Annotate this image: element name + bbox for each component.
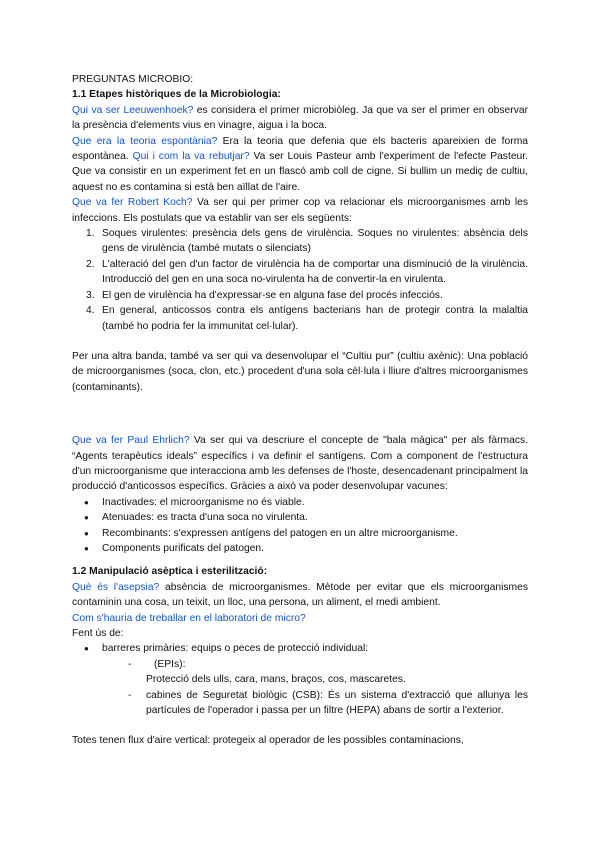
answer-who-refuted: Va ser Louis Pasteur amb l'experiment de l'efecte Pasteur. Que va consistir en un experiment fet en un flascó amb coll de cigne. Si bullim un mediç de cultiu, aquest no es contamina si està ben aïllat de l'aire.	[72, 151, 528, 193]
dash-marker: -	[128, 689, 132, 701]
document-body	[72, 72, 528, 749]
protection-equipment-list	[72, 657, 528, 719]
section-heading-1-1: 1.1 Etapes històriques de la Microbiologia:	[72, 89, 281, 101]
paragraph-pure-culture: Per una altra banda, també va ser qui va desenvolupar el “Cultiu pur” (cultiu axènic): Una població de microorganismes (soca, clon, etc.) procedent d'una sola cèl·lula i lliure d'altres microorganismes (contaminants).	[72, 350, 528, 393]
epi-title: (EPIs):	[154, 658, 186, 670]
list-item: ● Components purificats del patogen.	[102, 541, 528, 556]
question-ehrlich: Que va fer Paul Ehrlich?	[72, 435, 190, 447]
paragraph-airflow: Totes tenen flux d'aire vertical: protegeix al operador de les possibles contaminacions,	[72, 735, 464, 747]
bullet-icon: ●	[84, 528, 89, 538]
bullet-icon: ●	[84, 543, 89, 553]
section-heading-1-2: 1.2 Manipulació asèptica i esterilització:	[72, 566, 268, 578]
csb-text: cabines de Seguretat biològic (CSB): És un sistema d'extracció que allunya les partícules de l'operador i passa per un filtre (HEPA) abans de sortir a l'exterior.	[146, 689, 528, 717]
bullet-icon: ●	[84, 644, 89, 654]
question-lab-work: Com s'hauria de treballar en el laboratori de micro?	[72, 612, 306, 624]
list-item	[128, 657, 528, 688]
answer-koch: Va ser qui per primer cop va relacionar els microorganismes amb les infeccions. Els postulats que va establir van ser els següents:	[72, 197, 528, 224]
document-title: PREGUNTAS MICROBIO:	[72, 74, 194, 85]
answer-asepsia: absència de microorganismes. Mètode per evitar que els microorganismes contaminin una cosa, un teixit, un lloc, una persona, un aliment, el medi ambient.	[72, 581, 528, 609]
paragraph-koch	[72, 195, 528, 226]
paragraph-spontaneous-generation	[72, 134, 528, 196]
paragraph-using: Fent ús de:	[72, 628, 124, 639]
list-item	[84, 641, 528, 656]
koch-postulates-list	[72, 226, 528, 334]
question-spontaneous-theory: Que era la teoria espontània?	[72, 135, 218, 147]
bullet-icon: ●	[84, 513, 89, 523]
barrier-primary: barreres primàries: equips o peces de protecció individual:	[102, 643, 369, 655]
list-item	[128, 688, 528, 719]
list-item: 1. Soques virulentes: presència dels gens de virulència. Soques no virulentes: absència dels gens de virulència (també mutats o silenciats)	[86, 228, 528, 255]
epi-text: Protecció dels ulls, cara, mans, braços, cos, mascaretes.	[146, 674, 406, 686]
question-asepsia: Què és l'asepsia?	[72, 581, 160, 593]
paragraph-asepsia	[72, 580, 528, 611]
bullet-icon: ●	[84, 497, 89, 507]
list-item: ● Recombinants: s'expressen antígens del patogen en un altre microorganisme.	[102, 526, 528, 541]
paragraph-ehrlich	[72, 433, 528, 495]
vaccine-types-list	[72, 495, 528, 557]
list-item: 4. En general, anticossos contra els antígens bacterians han de protegir contra la malaltia (també ho podria fer la immunitat cel·lular).	[86, 305, 528, 332]
list-item: 3. El gen de virulència ha d'expressar-se en alguna fase del procés infecciós.	[86, 289, 443, 301]
question-koch: Que va fer Robert Koch?	[72, 197, 193, 209]
list-item: ● Atenuades: es tracta d'una soca no virulenta.	[102, 510, 528, 525]
dash-marker: -	[128, 658, 132, 670]
paragraph-leeuwenhoek	[72, 103, 528, 134]
list-item: 2. L'alteració del gen d'un factor de virulència ha de comportar una disminució de la virulència. Introducció del gen en una soca no-virulenta ha de convertir-la en virulenta.	[86, 258, 528, 286]
list-item: ● Inactivades: el microorganisme no és viable.	[102, 495, 528, 510]
answer-leeuwenhoek: es considera el primer microbiòleg. Ja que va ser el primer en observar la presència d'elements vius en vinagre, aigua i la boca.	[72, 104, 528, 132]
question-who-refuted: Qui i com la va rebutjar?	[132, 151, 250, 163]
answer-ehrlich: Va ser qui va descriure el concepte de "bala màgica" per als fàrmacs. “Agents terapèutics ideals” específics i va definir el santígens. Com a component de l'estructura d'un microorganisme que interacciona amb les defenses de l'hoste, desencadenant principalment la producció d'anticossos específics. Gràcies a això va poder desenvolupar vacunes:	[72, 435, 529, 493]
question-leeuwenhoek: Qui va ser Leeuwenhoek?	[72, 104, 194, 116]
answer-spontaneous-theory: Era la teoria que defenia que els bacteris apareixien de forma espontànea.	[72, 135, 528, 163]
barriers-list	[72, 641, 528, 656]
